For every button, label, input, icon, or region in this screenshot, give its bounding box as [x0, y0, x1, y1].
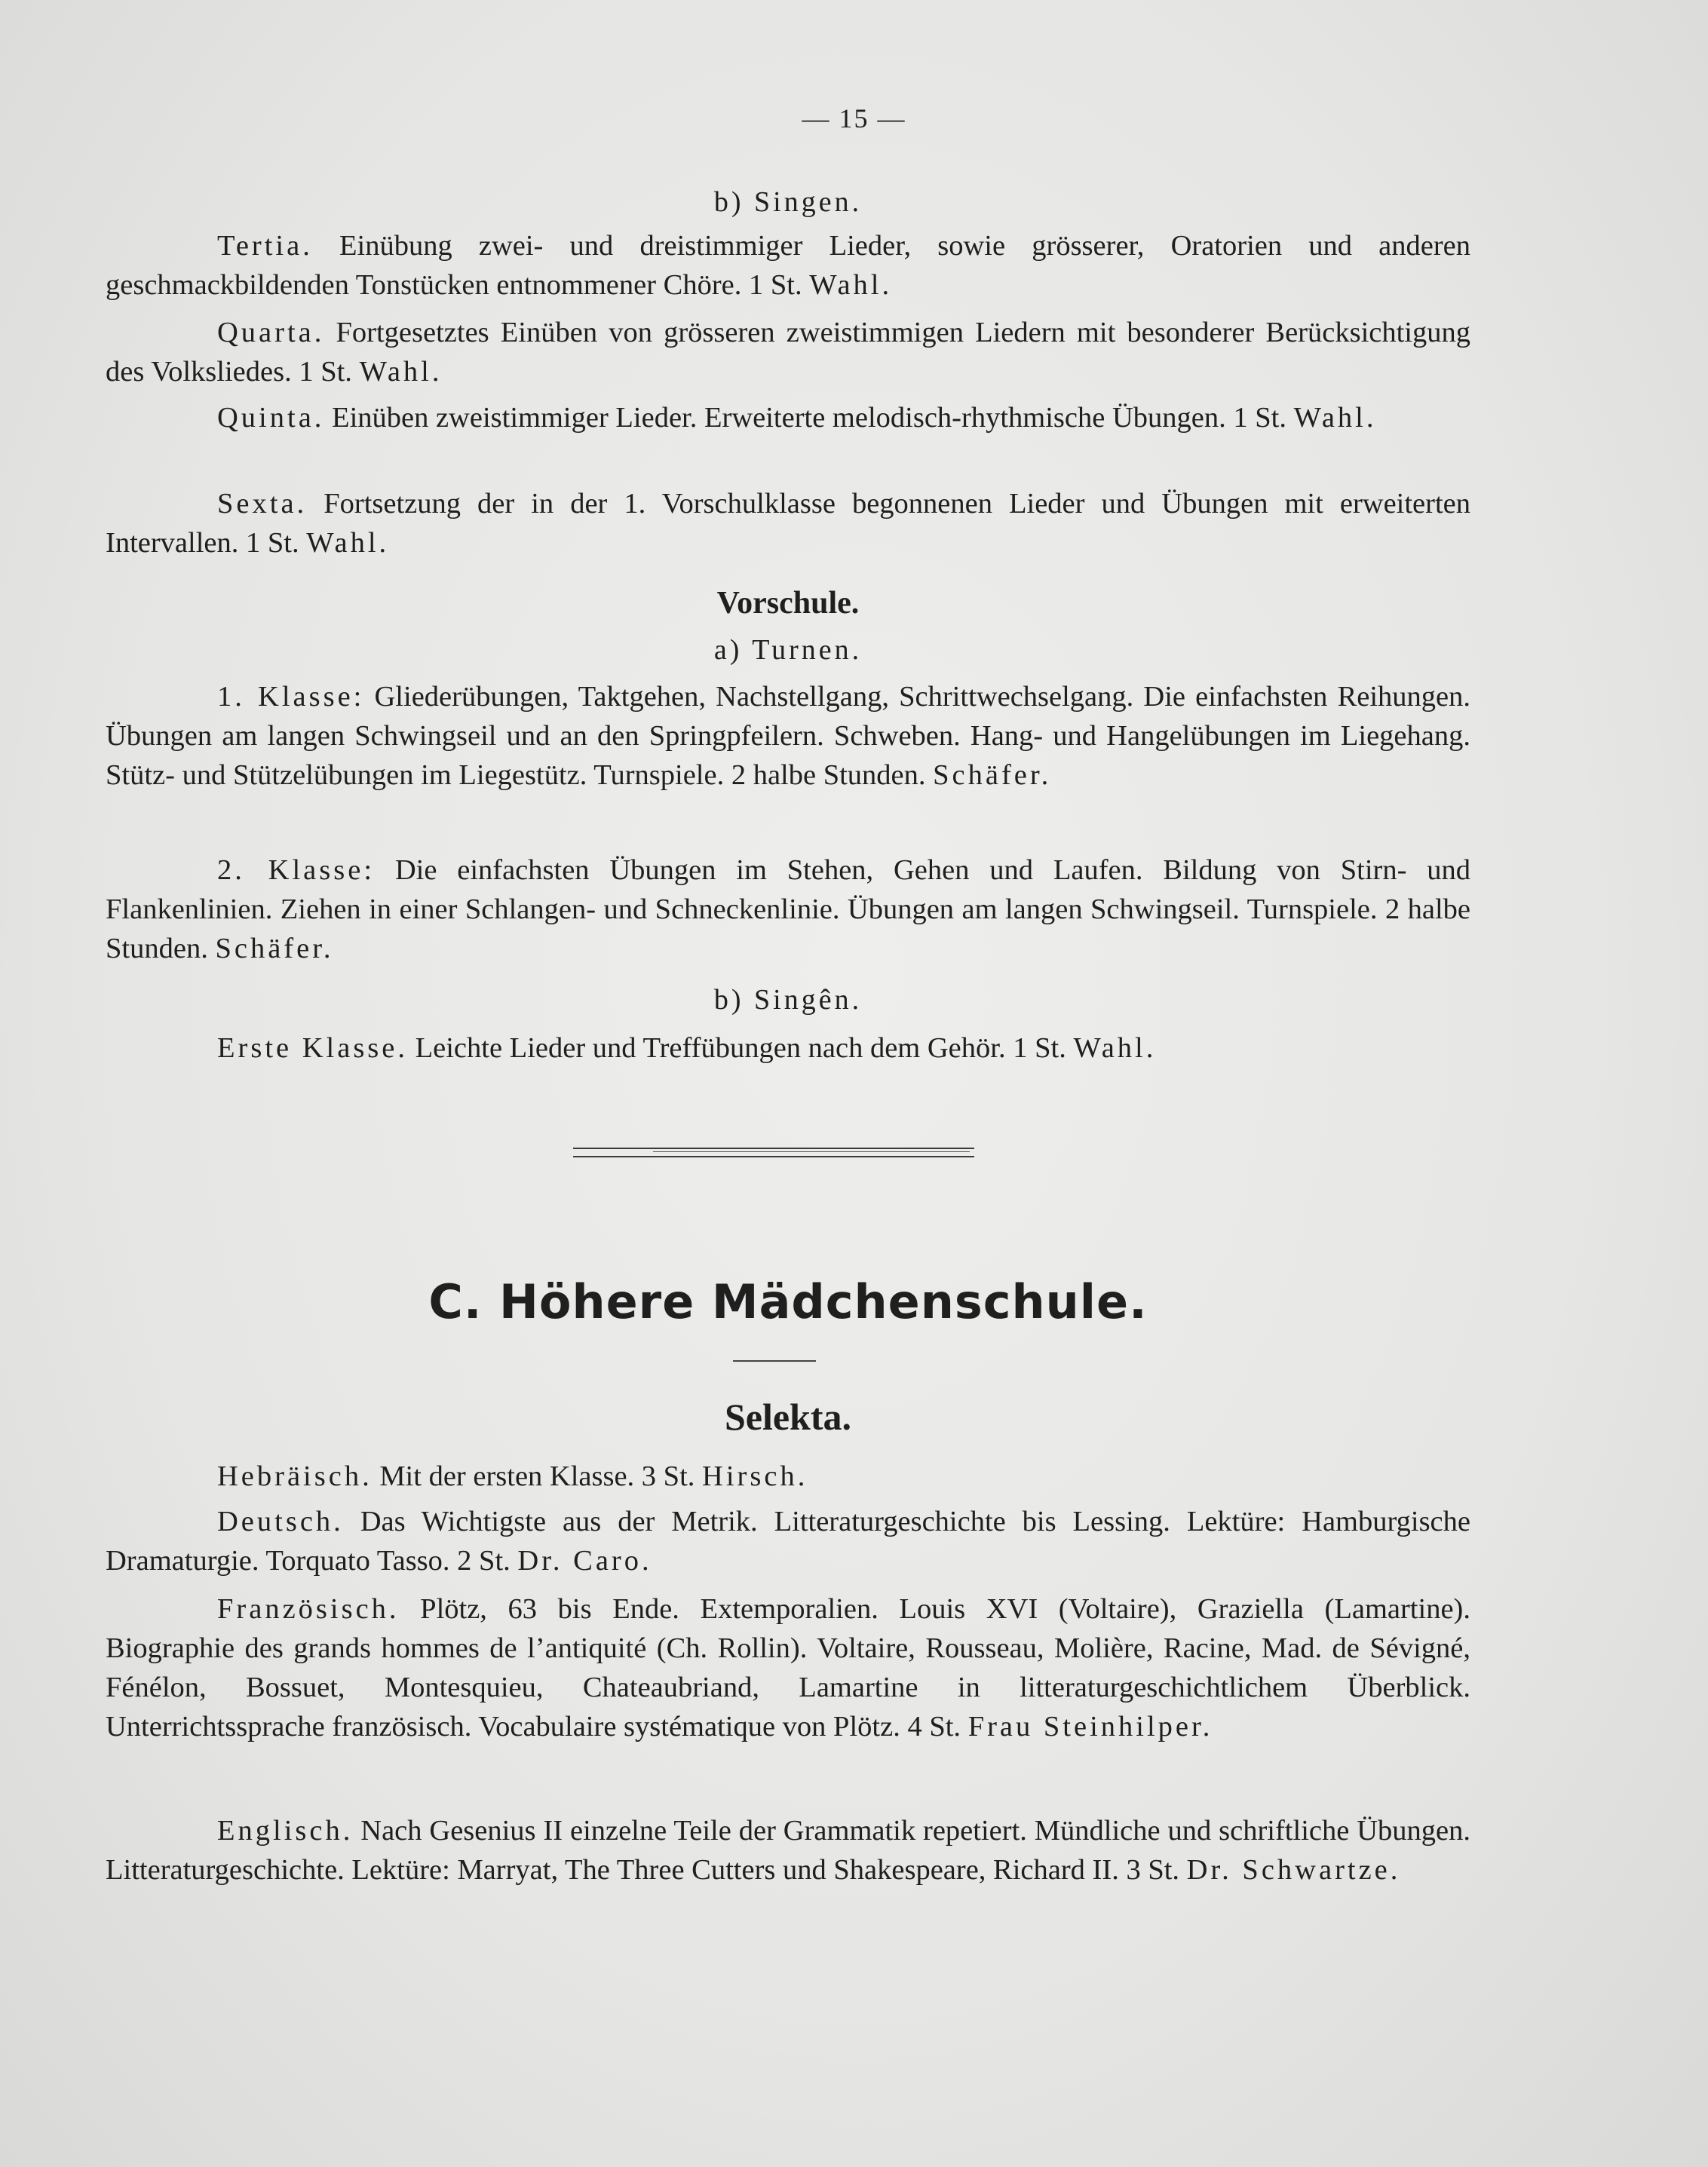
heading-selekta: Selekta.	[724, 1396, 852, 1438]
divider-inner-line	[653, 1151, 970, 1152]
subheading-turnen: a) Turnen.	[713, 634, 863, 666]
paragraph-text: Plötz, 63 bis Ende. Extemporalien. Louis XVI (Voltaire), Graziella (Lamartine). Biographie des grands hommes de l’antiquité (Ch. Rollin). Voltaire, Rousseau, Molière, Racine, Mad. de Sévigné, Fénélon, Bossuet, Montesquieu, Chateaubriand, Lamartine in litteraturgeschichtlichem Überblick. Unterrichtssprache französisch. Vocabulaire systématique von Plötz. 4 St.	[106, 1593, 1470, 1742]
paragraph-quarta	[106, 313, 1470, 391]
short-divider	[733, 1360, 816, 1362]
teacher-name: Wahl.	[1293, 402, 1377, 434]
class-label-quarta: Quarta.	[217, 317, 325, 348]
class-label-tertia: Tertia.	[217, 230, 313, 262]
paragraph-sexta	[106, 484, 1470, 562]
page-number: — 15 —	[802, 103, 906, 133]
lekture-label: Lektüre:	[351, 1854, 450, 1886]
paragraph-text: Fortgesetztes Einüben von grösseren zweistimmigen Liedern mit besonderer Berücksichtigung des Volksliedes. 1 St.	[106, 317, 1470, 388]
class-label-klasse-1: 1. Klasse:	[217, 681, 365, 713]
teacher-name: Dr. Caro.	[517, 1545, 652, 1577]
teacher-name: Wahl.	[809, 269, 893, 301]
paragraph-deutsch	[106, 1502, 1470, 1580]
subject-label-franzoesisch: Französisch.	[217, 1593, 400, 1625]
subheading-singen-vorschule: b) Singên.	[713, 984, 863, 1016]
class-label-quinta: Quinta.	[217, 402, 325, 434]
class-label-sexta: Sexta.	[217, 488, 308, 520]
paragraph-klasse-1	[106, 677, 1470, 795]
teacher-name: Wahl.	[1073, 1032, 1157, 1064]
subject-label-englisch: Englisch.	[217, 1815, 354, 1847]
section-title: C. Höhere Mädchenschule.	[428, 1274, 1148, 1329]
paragraph-erste-klasse	[106, 1028, 1470, 1068]
teacher-name: Schäfer.	[215, 933, 334, 964]
paragraph-franzoesisch	[106, 1589, 1470, 1746]
paragraph-hebraeisch	[106, 1457, 1470, 1496]
class-label-erste-klasse: Erste Klasse.	[217, 1032, 408, 1064]
paragraph-text-2: Hamburgische Dramaturgie. Torquato Tasso. 2 St.	[106, 1506, 1470, 1577]
paragraph-englisch	[106, 1811, 1470, 1890]
paragraph-text: Fortsetzung der in der 1. Vorschulklasse begonnenen Lieder und Übungen mit erweiterten Intervallen. 1 St.	[106, 488, 1470, 559]
teacher-name: Wahl.	[359, 356, 443, 388]
teacher-name: Hirsch.	[702, 1461, 808, 1492]
paragraph-text: Mit der ersten Klasse. 3 St.	[372, 1461, 703, 1492]
double-divider	[573, 1148, 974, 1157]
paragraph-quinta	[106, 398, 1470, 437]
teacher-name: Dr. Schwartze.	[1186, 1854, 1401, 1886]
heading-vorschule: Vorschule.	[716, 586, 860, 621]
paragraph-text-2: Marryat, The Three Cutters und Shakespeare, Richard II. 3 St.	[449, 1854, 1187, 1886]
subheading-singen: b) Singen.	[713, 186, 863, 218]
class-label-klasse-2: 2. Klasse:	[217, 854, 376, 886]
paragraph-text: Einübung zwei- und dreistimmiger Lieder, sowie grösserer, Oratorien und anderen geschmackbildenden Tonstücken entnommener Chöre. 1 St.	[106, 230, 1470, 301]
teacher-name: Schäfer.	[933, 759, 1052, 791]
paragraph-text: Gliederübungen, Taktgehen, Nachstellgang, Schrittwechselgang. Die einfachsten Reihungen. Übungen am langen Schwingseil und an den Springpfeilern. Schweben. Hang- und Hangelübungen im Liegehang. Stütz- und Stützelübungen im Liegestütz. Turnspiele. 2 halbe Stunden.	[106, 681, 1470, 791]
teacher-name: Frau Steinhilper.	[967, 1711, 1213, 1742]
paragraph-text: Einüben zweistimmiger Lieder. Erweiterte melodisch-rhythmische Übungen. 1 St.	[324, 402, 1294, 434]
paragraph-text: Nach Gesenius II einzelne Teile der Grammatik repetiert. Mündliche und schriftliche Übungen. Litteraturgeschichte.	[106, 1815, 1470, 1886]
paragraph-klasse-2	[106, 851, 1470, 968]
lekture-label: Lektüre:	[1186, 1506, 1286, 1537]
teacher-name: Wahl.	[306, 527, 390, 559]
paragraph-text: Das Wichtigste aus der Metrik. Litteraturgeschichte bis Lessing.	[343, 1506, 1187, 1537]
subject-label-deutsch: Deutsch.	[217, 1506, 344, 1537]
paragraph-text: Die einfachsten Übungen im Stehen, Gehen und Laufen. Bildung von Stirn- und Flankenlinien. Ziehen in einer Schlangen- und Schneckenlinie. Übungen am langen Schwingseil. Turnspiele. 2 halbe Stunden.	[106, 854, 1470, 964]
subject-label-hebraeisch: Hebräisch.	[217, 1461, 373, 1492]
paragraph-tertia	[106, 226, 1470, 305]
paragraph-text: Leichte Lieder und Treffübungen nach dem Gehör. 1 St.	[408, 1032, 1074, 1064]
